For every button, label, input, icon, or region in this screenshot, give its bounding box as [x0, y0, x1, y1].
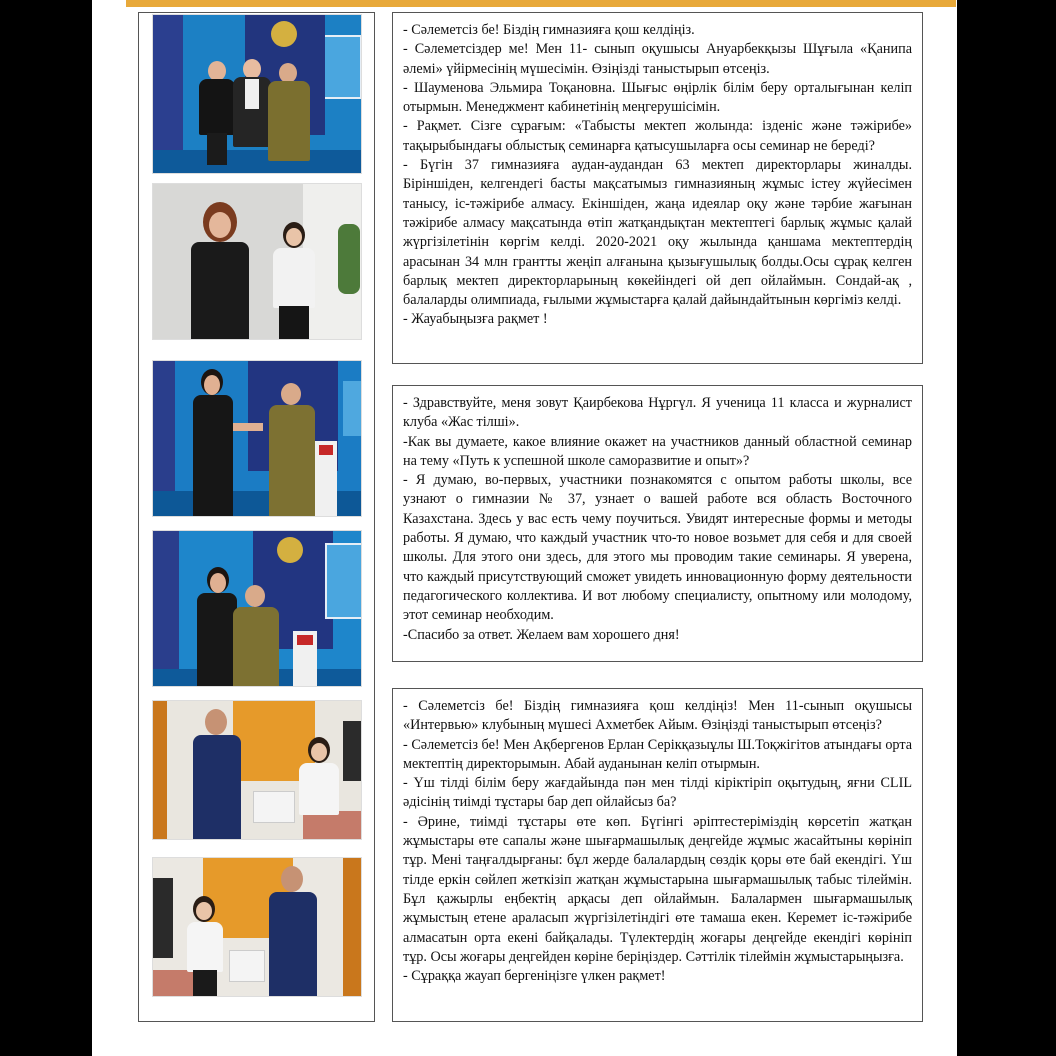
interview-3-line-3: - Үш тілді білім беру жағдайында пән мен тілді кіріктіріп оқытудың, яғни CLIL әдісінің тиімді тұстары бар деп ойлайсыз ба?	[403, 775, 912, 811]
photo-handshake-blue-hall	[152, 360, 362, 517]
photo-interview-man-office	[152, 700, 362, 840]
interview-1-line-6: - Жауабыңызға рақмет !	[403, 311, 548, 328]
interview-3-line-1: - Сәлеметсіз бе! Біздің гимназияға қош келдіңіз! Мен 11-сынып оқушысы «Интервью» клубының мүшесі Ахметбек Айым. Өзіңізді таныстырып өтсеңіз?	[403, 698, 912, 734]
interview-1-line-1: - Сәлеметсіз бе! Біздің гимназияға қош келдіңіз.	[403, 22, 695, 38]
interview-2-line-1: - Здравствуйте, меня зовут Қаирбекова Нұргүл. Я ученица 11 класса и журналист клуба «Жас тілші».	[403, 395, 912, 431]
photo-student-and-man-office	[152, 857, 362, 997]
photo-three-women-blue-hall	[152, 14, 362, 174]
interview-3-line-5: - Сұраққа жауап бергеніңізге үлкен рақмет!	[403, 968, 666, 985]
interview-1-line-4: - Рақмет. Сізге сұрағым: «Табысты мектеп жолында: ізденіс және тәжірибе» тақырыбындағы облыстық семинарға қатысушыларға осы семинар не береді?	[403, 118, 912, 154]
interview-box-3	[392, 688, 923, 1022]
interview-3-line-2: - Сәлеметсіз бе! Мен Ақбергенов Ерлан Серікқазыұлы Ш.Тоқжігітов атындағы орта мектептің директорымын. Абай ауданынан келіп отырмын.	[403, 736, 912, 772]
interview-1-line-2: - Сәлеметсіздер ме! Мен 11- сынып оқушысы Ануарбекқызы Шұғыла «Қанипа әлемі» үйірмесінің мүшесімін. Өзіңізді таныстырып өтсеңіз.	[403, 41, 912, 77]
interview-1-line-5: - Бүгін 37 гимназияға аудан-аудандан 63 мектеп директорлары жиналды. Біріншіден, келгендегі басты мақсатымыз гимназияның жұмыс істеу жүйесімен танысу, іс-тәжірибе алмасу. Екіншіден, жаңа идеялар оқу және тәрбие жағынан тәжірибе алмасу мақсатында өтіп жатқандықтан мектептегі барлық жұмыс қалай жүргізілетінін көргім келді. 2020-2021 оқу жылында қаншама мектептердің арасынан 34 млн грантты жеңіп алғанына қызығушылық болды.Осы сұрақ келген барлық мектеп директорларының көкейіндегі ой деп ойлаймын. Сондай-ақ , балаларды олимпиада, ғылыми жұмыстарға қалай дайындайтынын көргіміз келді.	[403, 157, 912, 309]
interview-3-line-4: - Әрине, тиімді тұстары өте көп. Бүгінгі әріптестеріміздің көрсетіп жатқан жұмыстары өте сапалы және шығармашылық деңгейде жұмыс жасайтыны көрініп тұр. Мені таңғалдырғаны: бұл жерде балалардың сөздік қоры өте бай екендігі. Үш тілде еркін сөйлеп жеткізіп жатқан жұмыстарына шығармашылық табыс тілеймін. Бұл қажырлы еңбектің арқасы деп ойлаймын. Балалармен шығармашылық жұмыстың етене араласып жүргізілетіндігі өте тамаша екен. Керемет іс-тәжірибе алмасатын орта екені байқалады. Түлектердің жоғары деңгейде екендігі көрініп тұр. Осы жоғары деңгейден көріне беріңіздер. Сәттілік тілеймін жұмыстарыңызға.	[403, 813, 912, 965]
interview-2-line-3: - Я думаю, во-первых, участники познакомятся с опытом работы школы, все узнают о гимназии № 37, узнает о вашей работе вся область Восточного Казахстана. Здесь у вас есть чему поучиться. Увидят интересные формы и методы работы. Я думаю, что каждый участник что-то новое возьмет для себя и для своей школы. Для этого они здесь, для этого мы проводим такие семинары. Я уверена, что каждый присутствующий сможет увидеть инновационную форму деятельности педагогического коллектива. И вот любому специалисту, опытному или молодому, этот семинар необходим.	[403, 472, 912, 624]
interview-box-2	[392, 385, 923, 662]
interview-2-line-4: -Спасибо за ответ. Желаем вам хорошего дня!	[403, 626, 680, 643]
photo-interview-student-and-woman	[152, 183, 362, 340]
interview-box-1	[392, 12, 923, 364]
top-accent-stripe	[126, 0, 956, 7]
interview-1-line-3: - Шауменова Эльмира Тоқановна. Шығыс өңірлік білім беру орталығынан келіп отырмын. Менеджмент кабинетінің меңгерушісімін.	[403, 79, 912, 116]
interview-2-line-2: -Как вы думаете, какое влияние окажет на участников данный областной семинар на тему «Путь к успешной школе саморазвитие и опыт»?	[403, 433, 912, 469]
photo-two-women-blue-hall	[152, 530, 362, 687]
